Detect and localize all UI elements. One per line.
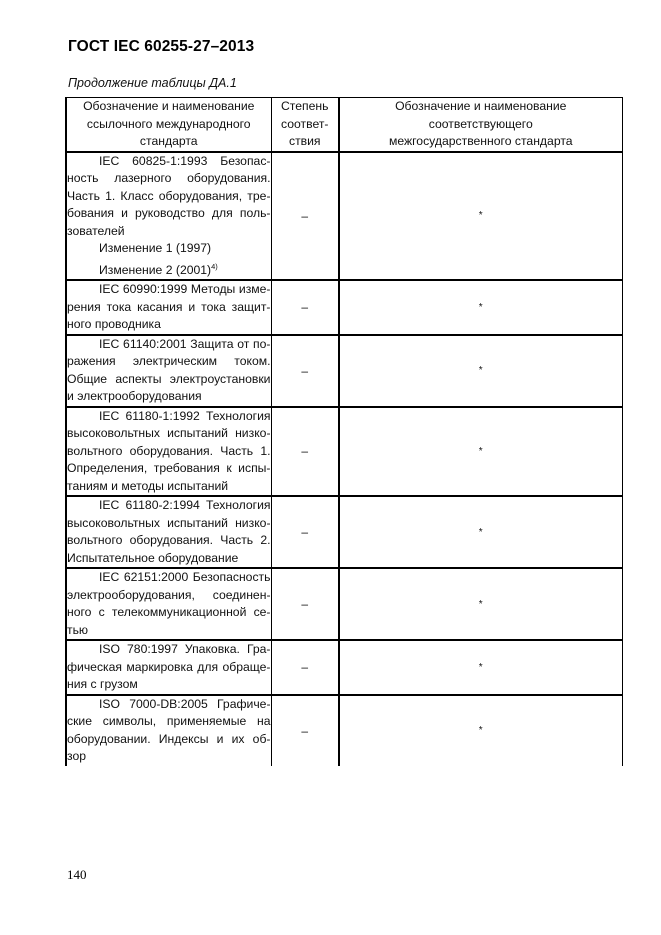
reference-standard-cell [66,640,271,695]
text-line: зор [67,749,87,763]
reference-standards-table [65,97,623,766]
text-line: ния с грузом [67,677,138,691]
interstate-standard-cell: * [339,496,622,568]
table-row [66,280,622,335]
text-line: ность лазерного оборудования. [67,171,271,185]
text-line: тью [67,622,89,637]
table-row [66,335,622,407]
text-line: оборудовании. Индексы и их об- [67,731,271,746]
interstate-standard-cell: * [339,407,622,497]
text-line: IEC 60990:1999 Методы изме- [99,282,271,296]
degree-cell: – [271,335,339,407]
text-line: фическая маркировка для обраще- [67,659,271,674]
reference-standard-cell [66,280,271,335]
header-line: Обозначение и наименование [395,99,567,113]
amendment-text: Изменение 2 (2001) [99,262,212,277]
header-line: соответ- [281,116,329,131]
text-line: зователей [67,223,125,238]
text-line: IEC 61180-1:1992 Технология [99,408,271,423]
text-line: ISO 780:1997 Упаковка. Гра- [99,642,271,656]
text-line: таниям и методы испытаний [67,478,229,493]
degree-cell: – [271,280,339,335]
header-line: Обозначение и наименование [83,99,255,113]
table-caption: Продолжение таблицы ДА.1 [68,76,237,90]
interstate-standard-cell: * [339,152,622,281]
column-header-degree [271,98,339,152]
text-line: ного с телекоммуникационной се- [67,605,271,619]
text-line: вольтного оборудования. Часть 2. [67,533,271,547]
table-row [66,695,622,766]
column-header-international-standard [66,98,271,152]
text-line: вольтного оборудования. Часть 1. [67,443,271,458]
footnote-marker: 4) [211,261,218,271]
header-line: ствия [288,134,321,148]
reference-standard-cell [66,407,271,497]
degree-cell: – [271,496,339,568]
header-line: ссылочного международного [86,116,251,131]
reference-standard-cell [66,568,271,640]
text-line: высоковольтных испытаний низко- [67,515,271,530]
interstate-standard-cell: * [339,280,622,335]
text-line: ного проводника [67,317,161,331]
table-row [66,407,622,497]
interstate-standard-cell: * [339,568,622,640]
text-line: IEC 61140:2001 Защита от по- [99,336,271,351]
text-line: ские символы, применяемые на [67,714,271,728]
interstate-standard-cell: * [339,695,622,766]
reference-standard-cell [66,496,271,568]
text-line: бования и руководство для поль- [67,206,271,220]
degree-cell: – [271,407,339,497]
column-header-interstate-standard [339,98,622,152]
text-line: Общие аспекты электроустановки [67,371,271,386]
reference-standard-cell [66,152,271,281]
interstate-standard-cell: * [339,640,622,695]
degree-cell: – [271,152,339,281]
text-line: рения тока касания и тока защит- [67,299,271,314]
text-line: и электрооборудования [67,389,202,403]
text-line: Определения, требования к испы- [67,461,271,475]
text-line: ISO 7000-DB:2005 Графиче- [99,696,271,711]
interstate-standard-cell: * [339,335,622,407]
header-line: Степень [281,99,329,113]
reference-standard-cell [66,695,271,766]
text-line: Часть 1. Класс оборудования, тре- [67,188,271,203]
amendment-line [67,258,271,280]
text-line: высоковольтных испытаний низко- [67,426,271,440]
amendment-text: Изменение 1 (1997) [99,241,212,255]
reference-standard-cell [66,335,271,407]
header-line: межгосударственного стандарта [388,134,573,148]
degree-cell: – [271,640,339,695]
header-line: соответствующего [428,116,533,131]
header-line: стандарта [139,134,198,148]
text-line: IEC 62151:2000 Безопасность [99,570,271,584]
table-row [66,568,622,640]
text-line: ражения электрическим током. [67,354,271,368]
text-line: электрооборудования, соединен- [67,587,271,602]
text-line: IEC 61180-2:1994 Технология [99,498,271,512]
amendment-line [67,240,271,258]
page-number: 140 [67,867,87,882]
text-line: Испытательное оборудование [67,550,239,565]
table-row [66,496,622,568]
degree-cell: – [271,568,339,640]
table-row [66,640,622,695]
document-title: ГОСТ IEC 60255-27–2013 [68,38,255,55]
table-header-row [66,98,622,152]
table-row [66,152,622,281]
degree-cell: – [271,695,339,766]
text-line: IEC 60825-1:1993 Безопас- [99,153,271,168]
